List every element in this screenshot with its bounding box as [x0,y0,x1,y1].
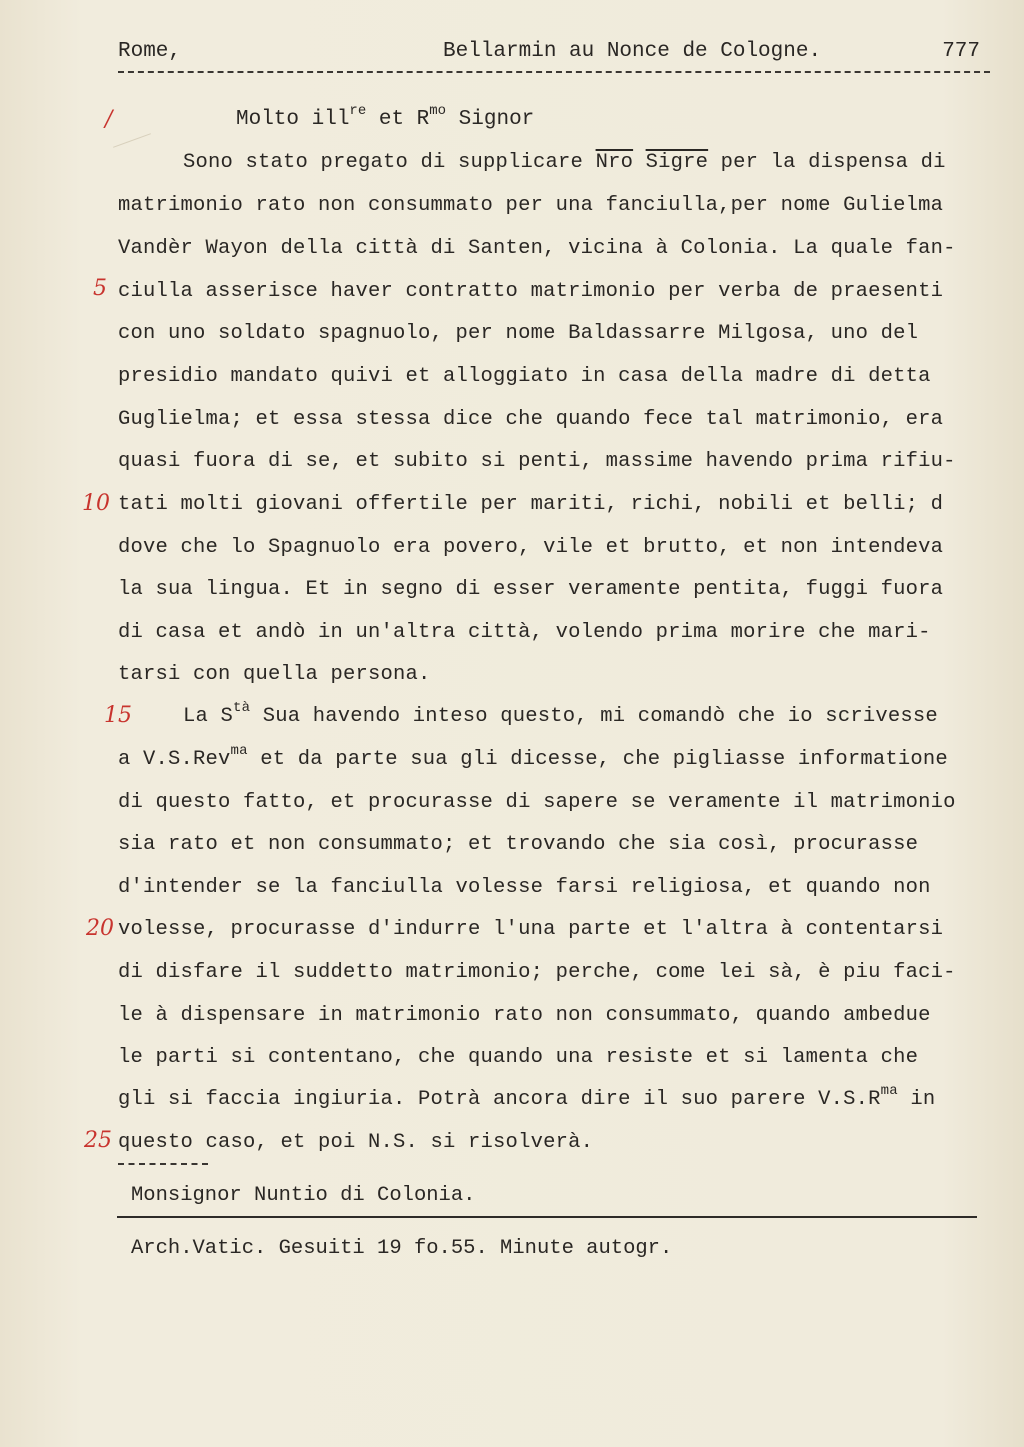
text-line: Guglielma; et essa stessa dice che quando fece tal matrimonio, era [118,408,944,431]
salutation-prefix: Molto ill [236,108,350,131]
text-segment: in [897,1088,936,1111]
text-line: Vandèr Wayon della città di Santen, vicina à Colonia. La quale fan- [118,237,956,260]
text-line: sia rato et non consummato; et trovando che sia così, procurasse [118,833,919,856]
salutation-sup-re: re [349,103,367,119]
header-place: Rome, [118,40,182,63]
text-line: questo caso, et poi N.S. si risolverà. [118,1131,594,1154]
header-divider [118,71,990,73]
margin-line-number-25: 25 [84,1128,112,1153]
salutation-sup-mo: mo [429,103,447,119]
text-segment [633,151,646,174]
text-segment: Sono stato pregato di supplicare [183,151,596,174]
text-line: di casa et andò in un'altra città, volendo prima morire che mari- [118,621,931,644]
text-line: quasi fuora di se, et subito si penti, massime havendo prima rifiu- [118,450,956,473]
text-line [183,700,938,728]
margin-line-number-1: / [105,107,113,132]
text-line: con uno soldato spagnuolo, per nome Baldassarre Milgosa, uno del [118,322,919,345]
source-citation: Arch.Vatic. Gesuiti 19 fo.55. Minute autogr. [131,1237,673,1260]
margin-line-number-5: 5 [93,276,107,301]
superscript: ma [880,1083,898,1100]
text-line: dove che lo Spagnuolo era povero, vile et brutto, et non intendeva [118,536,944,559]
superscript: tà [233,700,251,717]
text-line: le parti si contentano, che quando una resiste et si lamenta che [118,1046,919,1069]
running-header [118,40,980,70]
text-line: matrimonio rato non consummato per una fanciulla,per nome Gulielma [118,194,944,217]
text-line: tarsi con quella persona. [118,663,431,686]
text-line: la sua lingua. Et in segno di esser veramente pentita, fuggi fuora [118,578,944,601]
margin-smudge [113,133,151,148]
salutation-mid: et R [366,108,430,131]
margin-line-number-20: 20 [86,916,114,941]
salutation [236,103,535,131]
text-line: le à dispensare in matrimonio rato non consummato, quando ambedue [118,1004,931,1027]
footnote-divider [117,1216,977,1218]
text-segment: per la dispensa di [708,151,946,174]
text-segment: et da parte sua gli dicesse, che pigliasse informatione [247,748,948,771]
text-line: volesse, procurasse d'indurre l'una parte et l'altra à contentarsi [118,918,944,941]
header-title: Bellarmin au Nonce de Cologne. [443,40,822,63]
margin-line-number-10: 10 [82,491,110,516]
abbreviation-nro: $\overline{Nro}$ [595,151,634,174]
text-line: tati molti giovani offertile per mariti, richi, nobili et belli; d [118,493,944,516]
text-line: ciulla asserisce haver contratto matrimonio per verba de praesenti [118,280,944,303]
text-segment: a V.S.Rev [118,748,231,771]
abbreviation-sigre: Sigre [645,151,709,174]
margin-line-number-15: 15 [104,703,132,728]
text-line [118,1083,936,1111]
text-line [118,743,948,771]
text-line: di questo fatto, et procurasse di sapere se veramente il matrimonio [118,791,956,814]
salutation-suffix: Signor [446,108,535,131]
text-line [183,151,946,174]
text-segment: La S [183,705,234,728]
text-segment: Sua havendo inteso questo, mi comandò che io scrivesse [250,705,938,728]
text-segment: gli si faccia ingiuria. Potrà ancora dire il suo parere V.S.R [118,1088,881,1111]
text-line: di disfare il suddetto matrimonio; perche, come lei sà, è piu faci- [118,961,956,984]
page-number: 777 [942,40,980,63]
text-line: presidio mandato quivi et alloggiato in casa della madre di detta [118,365,931,388]
superscript: ma [230,743,248,760]
addressee: Monsignor Nuntio di Colonia. [131,1184,476,1207]
closing-divider [118,1163,208,1165]
text-line: d'intender se la fanciulla volesse farsi religiosa, et quando non [118,876,931,899]
